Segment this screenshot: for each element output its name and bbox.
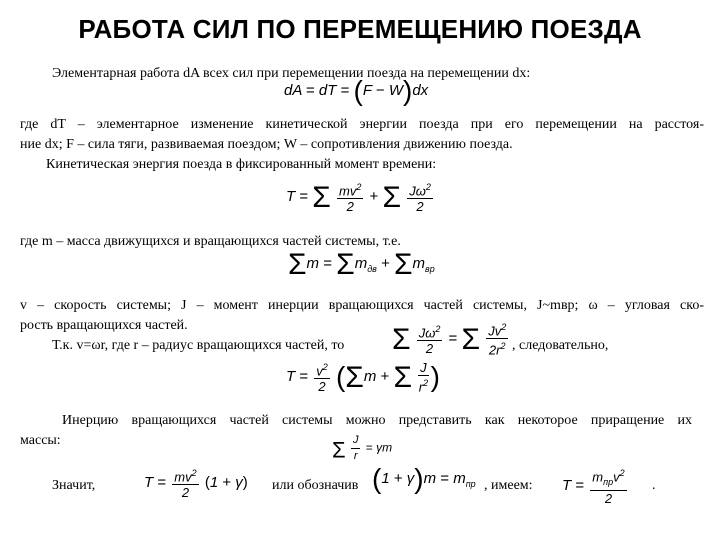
- paragraph-line: массы:: [20, 433, 61, 448]
- formula-work: dA = dT = (F − W)dx: [284, 75, 429, 106]
- paragraph-line: Т.к. v=ωr, где r – радиус вращающихся частей, то: [52, 338, 345, 353]
- page-title: РАБОТА СИЛ ПО ПЕРЕМЕЩЕНИЮ ПОЕЗДА: [78, 14, 642, 44]
- paragraph-line: , имеем:: [484, 478, 533, 493]
- formula-inertia-increment: Σ $\frac{J}{r}$ = γm: [332, 434, 393, 463]
- paragraph-line: Кинетическая энергия поезда в фиксированный момент времени:: [46, 157, 437, 172]
- paragraph-line: рость вращающихся частей.: [20, 318, 188, 333]
- paragraph-line: где dT – элементарное изменение кинетической энергии поезда при его перемещении на расстоя-: [20, 117, 704, 132]
- paragraph-line: , следовательно,: [512, 338, 609, 353]
- paragraph-line: или обозначив: [272, 478, 359, 493]
- formula-kinetic-energy: T = Σ $\frac{mv^2}{2}$ + Σ $\frac{J\omega^2}{2}$: [286, 181, 431, 215]
- formula-mass-sum: $\Sigma m = \Sigma m_{дв} + \Sigma m_{вр}$: [288, 248, 435, 281]
- formula-kinetic-final: T = $\frac{m_{пр}v^2}{2}$: [562, 468, 625, 506]
- paragraph-end: .: [652, 478, 656, 493]
- paragraph-line: v – скорость системы; J – момент инерции вращающихся частей системы, J~mвр; ω – угловая ско-: [20, 298, 704, 313]
- paragraph-line: Инерцию вращающихся частей системы можно представить как некоторое приращение их: [62, 413, 692, 428]
- formula-kinetic-gamma: T = $\frac{mv^2}{2}$ (1 + γ): [144, 468, 248, 501]
- paragraph-line: Значит,: [52, 478, 96, 493]
- intro-text: Элементарная работа dA всех сил при перемещении поезда на перемещении dx:: [52, 66, 531, 81]
- formula-kinetic-reduced: T = $\frac{v^2}{2}$ (Σm + Σ $\frac{J}{r^2}$ ): [286, 360, 440, 395]
- formula-rotational: Σ $\frac{J\omega^2}{2}$ = Σ $\frac{Jv^2}{2r^2}$: [392, 322, 507, 358]
- formula-reduced-mass: $(1 + \gamma)m = m_{пр}$: [372, 463, 476, 494]
- paragraph-line: где m – масса движущихся и вращающихся частей системы, т.е.: [20, 234, 401, 249]
- paragraph-line: ние dx; F – сила тяги, развиваемая поездом; W – сопротивления движению поезда.: [20, 137, 513, 152]
